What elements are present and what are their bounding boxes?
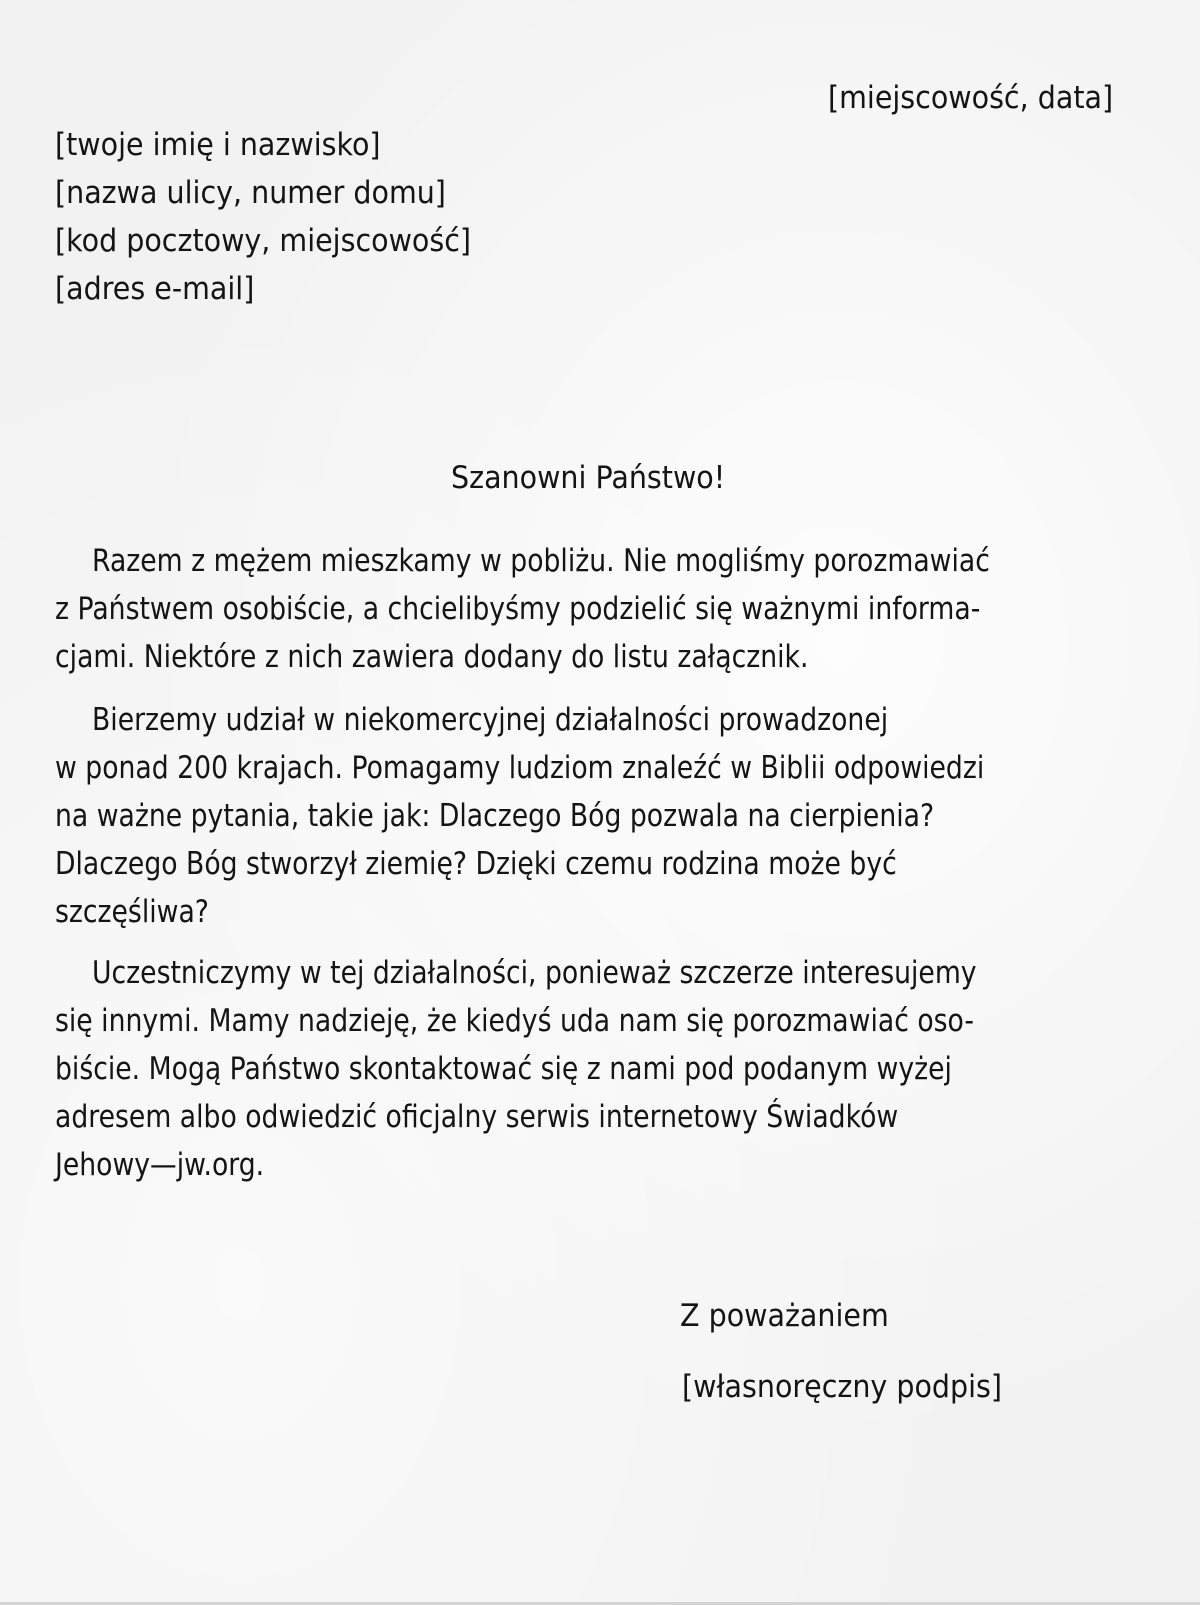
body-line: na ważne pytania, takie jak: Dlaczego Bóg pozwala na cierpienia? [55,798,935,834]
sender-street: [nazwa ulicy, numer domu] [55,175,446,211]
body-line: Razem z mężem mieszkamy w pobliżu. Nie mogliśmy porozmawiać [92,543,990,579]
body-line: z Państwem osobiście, a chcielibyśmy podzielić się ważnymi informa- [55,591,981,627]
body-line: Jehowy—jw.org. [55,1147,265,1183]
body-line: adresem albo odwiedzić oficjalny serwis internetowy Świadków [55,1099,899,1135]
signature-placeholder: [własnoręczny podpis] [682,1369,1003,1405]
place-date: [miejscowość, data] [828,80,1114,116]
body-line: cjami. Niektóre z nich zawiera dodany do listu załącznik. [55,639,809,675]
sender-postal-city: [kod pocztowy, miejscowość] [55,223,472,259]
closing-salutation: Z poważaniem [680,1298,889,1334]
body-line: Dlaczego Bóg stworzył ziemię? Dzięki czemu rodzina może być [55,846,897,882]
body-line: Uczestniczymy w tej działalności, ponieważ szczerze interesujemy [92,955,977,991]
sender-email: [adres e-mail] [55,271,255,307]
body-line: biście. Mogą Państwo skontaktować się z nami pod podanym wyżej [55,1051,952,1087]
body-line: się innymi. Mamy nadzieję, że kiedyś uda nam się porozmawiać oso- [55,1003,974,1039]
body-line: Bierzemy udział w niekomercyjnej działalności prowadzonej [92,702,889,738]
body-line: w ponad 200 krajach. Pomagamy ludziom znaleźć w Biblii odpowiedzi [55,750,985,786]
greeting: Szanowni Państwo! [451,460,726,496]
body-line: szczęśliwa? [55,894,209,930]
sender-name: [twoje imię i nazwisko] [55,127,381,163]
